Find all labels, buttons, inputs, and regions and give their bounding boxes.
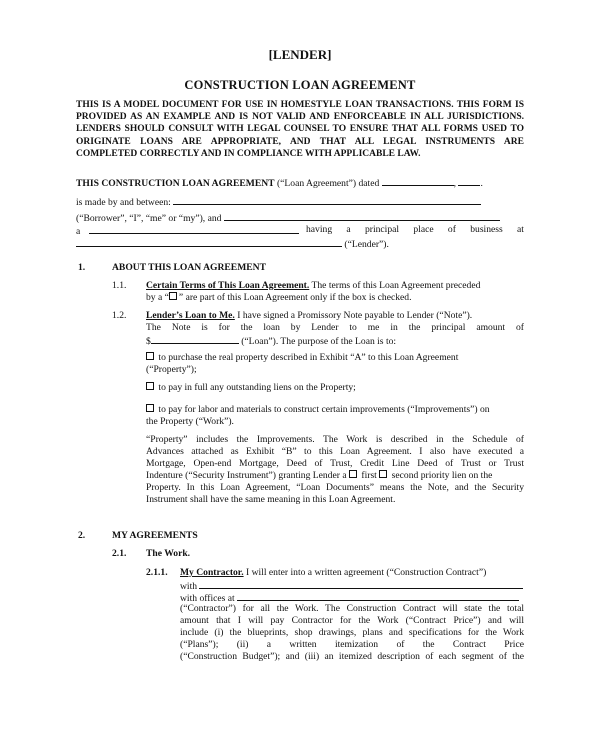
date-blank[interactable]: [382, 176, 454, 186]
pay-liens-checkbox[interactable]: [146, 382, 154, 390]
section-1-1-number: 1.1.: [112, 280, 127, 291]
property-line-4: [146, 470, 492, 481]
section-1-2-line-1: [146, 310, 472, 321]
loan-agreement-def: (“Loan Agreement”) dated: [274, 178, 380, 189]
purpose-option-3: [146, 404, 490, 415]
intro-line-2: [76, 195, 481, 208]
word-principal: a principal: [346, 224, 400, 235]
section-2-1-1-line-1: [180, 567, 486, 578]
lender-name-blank[interactable]: [224, 211, 500, 221]
property-line-2: Advances attached as Exhibit “B” to this Loan Agreement. I also have executed a: [146, 446, 524, 457]
construct-checkbox[interactable]: [146, 404, 154, 412]
section-1-2-text-1: I have signed a Promissory Note payable to Lender (“Note”).: [234, 310, 473, 321]
intro-line-5: [76, 237, 389, 250]
section-2-1-number: 2.1.: [112, 548, 127, 559]
checkbox-icon: [169, 292, 177, 300]
word-place: place: [413, 224, 434, 235]
property-line-3: Mortgage, Open-end Mortgage, Deed of Trust, Credit Line Deed of Trust or Trust: [146, 458, 524, 469]
section-1-2-number: 1.2.: [112, 310, 127, 321]
first-lien-checkbox[interactable]: [349, 470, 357, 478]
section-1-heading: ABOUT THIS LOAN AGREEMENT: [112, 262, 266, 273]
contract-line-1: (“Contractor”) for all the Work. The Construction Contract will state the total: [180, 603, 524, 614]
contract-line-3: include (i) the blueprints, shop drawings, plans and specifications for the Work: [180, 627, 524, 638]
address-blank[interactable]: [76, 237, 342, 247]
property-line-4-a: Indenture (“Security Instrument”) granting Lender a: [146, 470, 349, 481]
intro-line-3: [76, 211, 500, 224]
period: .: [480, 178, 483, 189]
purpose-option-1-cont: (“Property”);: [146, 364, 197, 375]
section-1-1-line-1: [146, 280, 480, 291]
section-2-1-title: The Work.: [146, 548, 191, 559]
year-blank[interactable]: [458, 176, 480, 186]
contractor-address-blank[interactable]: [237, 591, 519, 601]
purpose-option-1-text: to purchase the real property described in Exhibit “A” to this Loan Agreement: [156, 352, 459, 363]
article-a: a: [76, 226, 81, 237]
section-2-1-1-number: 2.1.1.: [146, 567, 168, 578]
disclaimer-paragraph: THIS IS A MODEL DOCUMENT FOR USE IN HOMESTYLE LOAN TRANSACTIONS. THIS FORM IS PROVIDED AS AN EXAMPLE AND IS NOT VALID AND ENFORCEABLE IN ALL JURISDICTIONS. LENDERS SHOULD CONSULT WITH LEGAL COUNSEL TO ENSURE THAT ALL FORMS USED TO ORIGINATE LOANS ARE APPROPRIATE, AND THAT ALL LEGAL INSTRUMENTS ARE COMPLETED CORRECTLY AND IN COMPLIANCE WITH APPLICABLE LAW.: [76, 100, 524, 159]
entity-type-blank[interactable]: [89, 224, 299, 234]
purpose-option-3-cont: the Property (“Work”).: [146, 416, 234, 427]
lender-def: (“Lender”).: [344, 239, 389, 250]
contract-line-5: (“Construction Budget”); and (iii) an itemized description of each segment of the: [180, 651, 524, 662]
principal-place-text: [306, 224, 524, 235]
section-1-1-line-2: [146, 292, 412, 303]
property-line-4-b: first: [359, 470, 380, 481]
section-2-number: 2.: [78, 530, 86, 541]
lender-heading: [LENDER]: [268, 47, 332, 62]
word-business: business: [470, 224, 503, 235]
purchase-checkbox[interactable]: [146, 352, 154, 360]
document-title: CONSTRUCTION LOAN AGREEMENT: [184, 78, 416, 92]
property-line-1: “Property” includes the Improvements. The Work is described in the Schedule of: [146, 434, 524, 445]
intro-line-4: [76, 224, 299, 237]
section-1-1-text-a: by a “: [146, 292, 169, 303]
purpose-option-3-text: to pay for labor and materials to construct certain improvements (“Improvements”) on: [156, 404, 490, 415]
property-line-6: Instrument shall have the same meaning in this Loan Agreement.: [146, 494, 396, 505]
comma: ,: [453, 178, 457, 189]
borrower-def: (“Borrower”, “I”, “me” or “my”), and: [76, 213, 222, 224]
second-lien-checkbox[interactable]: [379, 470, 387, 478]
section-1-2-text-3: (“Loan”). The purpose of the Loan is to:: [238, 336, 397, 347]
section-1-2-line-2: The Note is for the loan by Lender to me in the principal amount of: [146, 322, 524, 333]
section-1-1-text-b: ” are part of this Loan Agreement only if the box is checked.: [178, 292, 412, 303]
section-1-2-line-3: [146, 334, 396, 347]
purpose-option-2: [146, 382, 356, 393]
purpose-option-1: [146, 352, 458, 363]
word-with: with: [180, 581, 198, 592]
property-line-5: Property. In this Loan Agreement, “Loan Documents” means the Note, and the Security: [146, 482, 524, 493]
purpose-option-2-text: to pay in full any outstanding liens on the Property;: [156, 382, 356, 393]
contract-line-2: amount that I will pay Contractor for the Work (“Contract Price”) and will: [180, 615, 524, 626]
intro-line-1: [76, 176, 483, 189]
word-having: having: [306, 224, 333, 235]
section-2-heading: MY AGREEMENTS: [112, 530, 198, 541]
word-at: at: [517, 224, 524, 235]
section-1-number: 1.: [78, 262, 86, 273]
section-1-2-title: Lender’s Loan to Me.: [146, 310, 235, 321]
section-1-1-title: Certain Terms of This Loan Agreement.: [146, 280, 310, 291]
loan-amount-blank[interactable]: [151, 334, 239, 344]
section-1-1-text: The terms of this Loan Agreement preceded: [309, 280, 481, 291]
section-2-1-1-text: I will enter into a written agreement (“Construction Contract”): [243, 567, 487, 578]
with-offices-text: with offices at: [180, 593, 235, 604]
made-by-text: is made by and between:: [76, 197, 171, 208]
borrower-name-blank[interactable]: [173, 195, 481, 205]
contractor-name-blank[interactable]: [199, 579, 523, 589]
contract-line-4: (“Plans”); (ii) a written itemization of the Contract Price: [180, 639, 524, 650]
agreement-name: THIS CONSTRUCTION LOAN AGREEMENT: [76, 178, 275, 189]
word-of: of: [447, 224, 456, 235]
section-2-1-1-title: My Contractor.: [180, 567, 244, 578]
dollar-sign: $: [146, 336, 151, 347]
property-line-4-c: second priority lien on the: [389, 470, 493, 481]
